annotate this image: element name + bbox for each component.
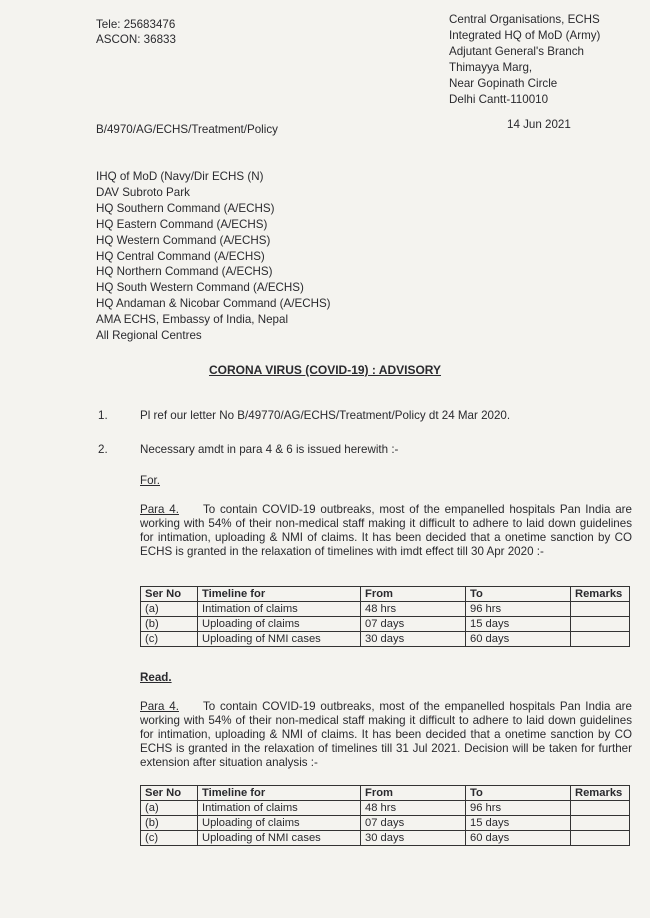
cell-ser: (c) xyxy=(141,632,198,647)
org-line: Adjutant General's Branch xyxy=(449,45,584,58)
table-header-row xyxy=(141,786,630,801)
organisation-address xyxy=(449,12,600,108)
para-heading: Para 4. xyxy=(140,503,179,516)
point-number: 2. xyxy=(98,443,108,456)
cell-remarks xyxy=(571,617,630,632)
cell-timeline: Uploading of NMI cases xyxy=(198,632,361,647)
reference-number: B/4970/AG/ECHS/Treatment/Policy xyxy=(96,123,278,136)
table-row xyxy=(141,801,630,816)
cell-ser: (a) xyxy=(141,602,198,617)
header-timeline-for: Timeline for xyxy=(198,587,361,602)
cell-ser: (a) xyxy=(141,801,198,816)
header-from: From xyxy=(361,587,466,602)
cell-remarks xyxy=(571,801,630,816)
addressee: AMA ECHS, Embassy of India, Nepal xyxy=(96,313,289,327)
org-line: Thimayya Marg, xyxy=(449,61,533,74)
cell-to: 60 days xyxy=(466,632,571,647)
cell-ser: (c) xyxy=(141,831,198,846)
header-ser-no: Ser No xyxy=(141,587,198,602)
addressee-list xyxy=(96,169,331,344)
cell-remarks xyxy=(571,816,630,831)
cell-remarks xyxy=(571,602,630,617)
cell-timeline: Intimation of claims xyxy=(198,602,361,617)
para-heading: Para 4. xyxy=(140,700,179,713)
cell-ser: (b) xyxy=(141,816,198,831)
addressee: HQ Northern Command (A/ECHS) xyxy=(96,265,273,279)
cell-from: 07 days xyxy=(361,816,466,831)
org-line: Integrated HQ of MoD (Army) xyxy=(449,29,601,42)
table-row xyxy=(141,831,630,846)
cell-from: 48 hrs xyxy=(361,602,466,617)
cell-from: 07 days xyxy=(361,617,466,632)
table-row xyxy=(141,617,630,632)
para-body: To contain COVID-19 outbreaks, most of the empanelled hospitals Pan India are working with 54% of their non-medical staff making it difficult to adhere to laid down guidelines for intimation, uploading & NMI of claims. It has been decided that a onetime sanction by CO ECHS is granted in the relaxation of timelines till 31 Jul 2021. Decision will be taken for further extension after situation analysis :- xyxy=(140,700,632,769)
cell-to: 96 hrs xyxy=(466,602,571,617)
addressee: HQ Southern Command (A/ECHS) xyxy=(96,201,275,215)
ascon-number: ASCON: 36833 xyxy=(96,33,176,46)
org-line: Delhi Cantt-110010 xyxy=(449,93,549,106)
point-number: 1. xyxy=(98,409,108,422)
cell-timeline: Uploading of NMI cases xyxy=(198,831,361,846)
header-from: From xyxy=(361,786,466,801)
org-line: Near Gopinath Circle xyxy=(449,77,558,90)
header-timeline-for: Timeline for xyxy=(198,786,361,801)
header-to: To xyxy=(466,786,571,801)
read-label: Read. xyxy=(140,671,172,684)
cell-timeline: Intimation of claims xyxy=(198,801,361,816)
cell-timeline: Uploading of claims xyxy=(198,816,361,831)
addressee: HQ Eastern Command (A/ECHS) xyxy=(96,217,268,231)
header-ser-no: Ser No xyxy=(141,786,198,801)
cell-to: 60 days xyxy=(466,831,571,846)
for-label: For. xyxy=(140,474,160,487)
header-remarks: Remarks xyxy=(571,786,630,801)
cell-to: 15 days xyxy=(466,617,571,632)
cell-from: 30 days xyxy=(361,831,466,846)
table-header-row xyxy=(141,587,630,602)
cell-to: 15 days xyxy=(466,816,571,831)
addressee: HQ Andaman & Nicobar Command (A/ECHS) xyxy=(96,297,331,311)
table-row xyxy=(141,602,630,617)
cell-remarks xyxy=(571,632,630,647)
cell-ser: (b) xyxy=(141,617,198,632)
timeline-table-new xyxy=(140,785,630,846)
telephone-number: Tele: 25683476 xyxy=(96,18,176,31)
cell-timeline: Uploading of claims xyxy=(198,617,361,632)
subject-heading: CORONA VIRUS (COVID-19) : ADVISORY xyxy=(208,363,442,377)
contact-block xyxy=(96,17,176,47)
addressee: IHQ of MoD (Navy/Dir ECHS (N) xyxy=(96,170,264,183)
para-body: To contain COVID-19 outbreaks, most of the empanelled hospitals Pan India are working with 54% of their non-medical staff making it difficult to adhere to laid down guidelines for intimation, uploading & NMI of claims. It has been decided that a onetime sanction by CO ECHS is granted in the relaxation of timelines with imdt effect till 30 Apr 2020 :- xyxy=(140,503,632,558)
cell-from: 30 days xyxy=(361,632,466,647)
read-paragraph xyxy=(140,700,632,770)
letter-date: 14 Jun 2021 xyxy=(507,118,571,131)
table-row xyxy=(141,632,630,647)
point-text: Necessary amdt in para 4 & 6 is issued herewith :- xyxy=(140,443,399,456)
point-text: Pl ref our letter No B/49770/AG/ECHS/Treatment/Policy dt 24 Mar 2020. xyxy=(140,409,511,422)
addressee: DAV Subroto Park xyxy=(96,185,190,199)
cell-remarks xyxy=(571,831,630,846)
addressee: HQ South Western Command (A/ECHS) xyxy=(96,281,304,295)
addressee: HQ Central Command (A/ECHS) xyxy=(96,249,265,263)
header-to: To xyxy=(466,587,571,602)
addressee: HQ Western Command (A/ECHS) xyxy=(96,233,271,247)
cell-from: 48 hrs xyxy=(361,801,466,816)
timeline-table-old xyxy=(140,586,630,647)
header-remarks: Remarks xyxy=(571,587,630,602)
for-paragraph xyxy=(140,503,632,559)
table-row xyxy=(141,816,630,831)
org-line: Central Organisations, ECHS xyxy=(449,13,600,26)
addressee: All Regional Centres xyxy=(96,329,202,343)
cell-to: 96 hrs xyxy=(466,801,571,816)
